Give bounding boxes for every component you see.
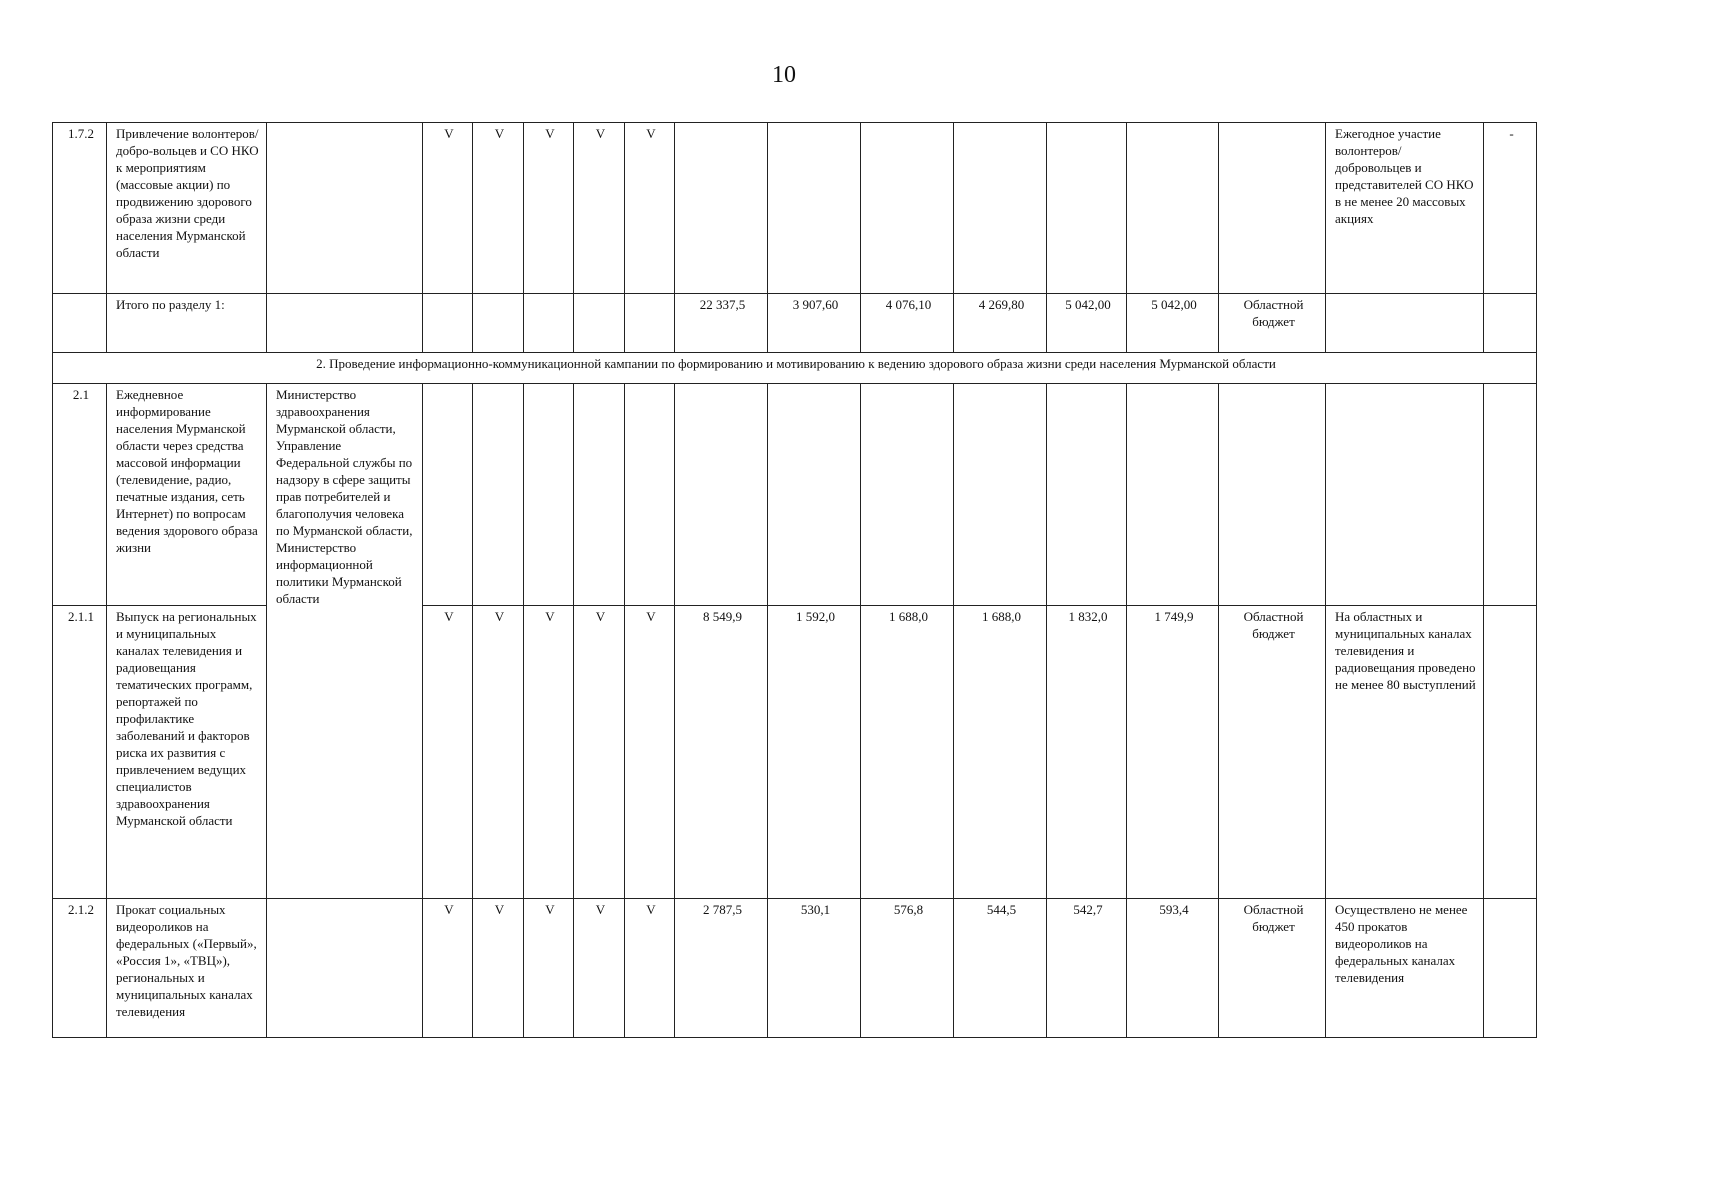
result-text: На областных и муниципальных каналах телевидения и радиовещания проведено не менее 80 выступлений (1326, 606, 1484, 899)
value-year: 5 042,00 (1047, 294, 1127, 353)
page-number: 10 (772, 62, 796, 88)
value-year: 4 076,10 (861, 294, 954, 353)
row-number: 2.1 (53, 384, 107, 606)
year-mark (473, 384, 524, 606)
activity-name: Привлечение волонтеров/добро-вольцев и СО НКО к мероприятиям (массовые акции) по продвижению здорового образа жизни среди населения Мурманской области (107, 123, 267, 294)
last-cell (1484, 294, 1537, 353)
year-mark: V (625, 606, 675, 899)
result-text (1326, 384, 1484, 606)
year-mark: V (423, 899, 473, 1038)
year-mark: V (423, 123, 473, 294)
last-cell (1484, 899, 1537, 1038)
source-cell (1219, 384, 1326, 606)
funding-source: Областной бюджет (1219, 294, 1326, 353)
executor-cell (267, 899, 423, 1038)
value-cell (768, 384, 861, 606)
value-cell (1127, 123, 1219, 294)
year-mark: V (524, 899, 574, 1038)
year-mark: V (574, 606, 625, 899)
table-row (53, 123, 1537, 294)
year-mark (574, 384, 625, 606)
result-text (1326, 294, 1484, 353)
year-mark (423, 384, 473, 606)
total-label: Итого по разделу 1: (107, 294, 267, 353)
year-mark: V (473, 899, 524, 1038)
section-header-row (53, 353, 1537, 384)
year-mark (625, 294, 675, 353)
value-year: 1 749,9 (1127, 606, 1219, 899)
value-cell (861, 123, 954, 294)
value-total: 8 549,9 (675, 606, 768, 899)
value-cell (954, 384, 1047, 606)
year-mark (473, 294, 524, 353)
value-total: 2 787,5 (675, 899, 768, 1038)
value-cell (954, 123, 1047, 294)
row-number (53, 294, 107, 353)
year-mark: V (473, 123, 524, 294)
value-cell (675, 384, 768, 606)
value-year: 576,8 (861, 899, 954, 1038)
year-mark: V (423, 606, 473, 899)
executor-cell (267, 294, 423, 353)
year-mark: V (524, 123, 574, 294)
executor-text: Министерство здравоохранения Мурманской области, Управление Федеральной службы по надзору в сфере защиты прав потребителей и благополучия человека по Мурманской области, Министерство информационной политики Мурманской области (267, 384, 423, 899)
value-year: 1 592,0 (768, 606, 861, 899)
last-cell (1484, 384, 1537, 606)
result-text: Осуществлено не менее 450 прокатов видеороликов на федеральных каналах телевидения (1326, 899, 1484, 1038)
row-number: 2.1.1 (53, 606, 107, 899)
activity-name: Прокат социальных видеороликов на федеральных («Первый», «Россия 1», «ТВЦ»), региональных и муниципальных каналах телевидения (107, 899, 267, 1038)
value-cell (768, 123, 861, 294)
value-cell (675, 123, 768, 294)
last-cell (1484, 606, 1537, 899)
year-mark (423, 294, 473, 353)
year-mark: V (574, 899, 625, 1038)
value-year: 1 688,0 (861, 606, 954, 899)
year-mark (524, 294, 574, 353)
value-cell (1047, 384, 1127, 606)
year-mark (625, 384, 675, 606)
source-cell (1219, 123, 1326, 294)
total-row (53, 294, 1537, 353)
year-mark: V (473, 606, 524, 899)
table-row (53, 899, 1537, 1038)
year-mark: V (625, 899, 675, 1038)
year-mark: V (524, 606, 574, 899)
value-year: 1 832,0 (1047, 606, 1127, 899)
result-text: Ежегодное участие волонтеров/ добровольцев и представителей СО НКО в не менее 20 массовых акциях (1326, 123, 1484, 294)
value-cell (1127, 384, 1219, 606)
last-cell: - (1484, 123, 1537, 294)
funding-source: Областной бюджет (1219, 899, 1326, 1038)
value-year: 5 042,00 (1127, 294, 1219, 353)
year-mark: V (625, 123, 675, 294)
value-year: 4 269,80 (954, 294, 1047, 353)
year-mark: V (574, 123, 625, 294)
value-year: 593,4 (1127, 899, 1219, 1038)
value-cell (861, 384, 954, 606)
value-year: 544,5 (954, 899, 1047, 1038)
year-mark (524, 384, 574, 606)
value-total: 22 337,5 (675, 294, 768, 353)
executor-cell (267, 123, 423, 294)
value-cell (1047, 123, 1127, 294)
row-number: 2.1.2 (53, 899, 107, 1038)
activity-name: Выпуск на региональных и муниципальных каналах телевидения и радиовещания тематических программ, репортажей по профилактике заболеваний и факторов риска их развития с привлечением ведущих специалистов здравоохранения Мурманской области (107, 606, 267, 899)
row-number: 1.7.2 (53, 123, 107, 294)
section-title: 2. Проведение информационно-коммуникационной кампании по формированию и мотивированию к ведению здорового образа жизни среди населения Мурманской области (53, 353, 1537, 384)
funding-source: Областной бюджет (1219, 606, 1326, 899)
value-year: 530,1 (768, 899, 861, 1038)
value-year: 1 688,0 (954, 606, 1047, 899)
program-table (52, 122, 1537, 1038)
activity-name: Ежедневное информирование населения Мурманской области через средства массовой информации (телевидение, радио, печатные издания, сеть Интернет) по вопросам ведения здорового образа жизни (107, 384, 267, 606)
year-mark (574, 294, 625, 353)
table-row (53, 384, 1537, 606)
value-year: 3 907,60 (768, 294, 861, 353)
value-year: 542,7 (1047, 899, 1127, 1038)
